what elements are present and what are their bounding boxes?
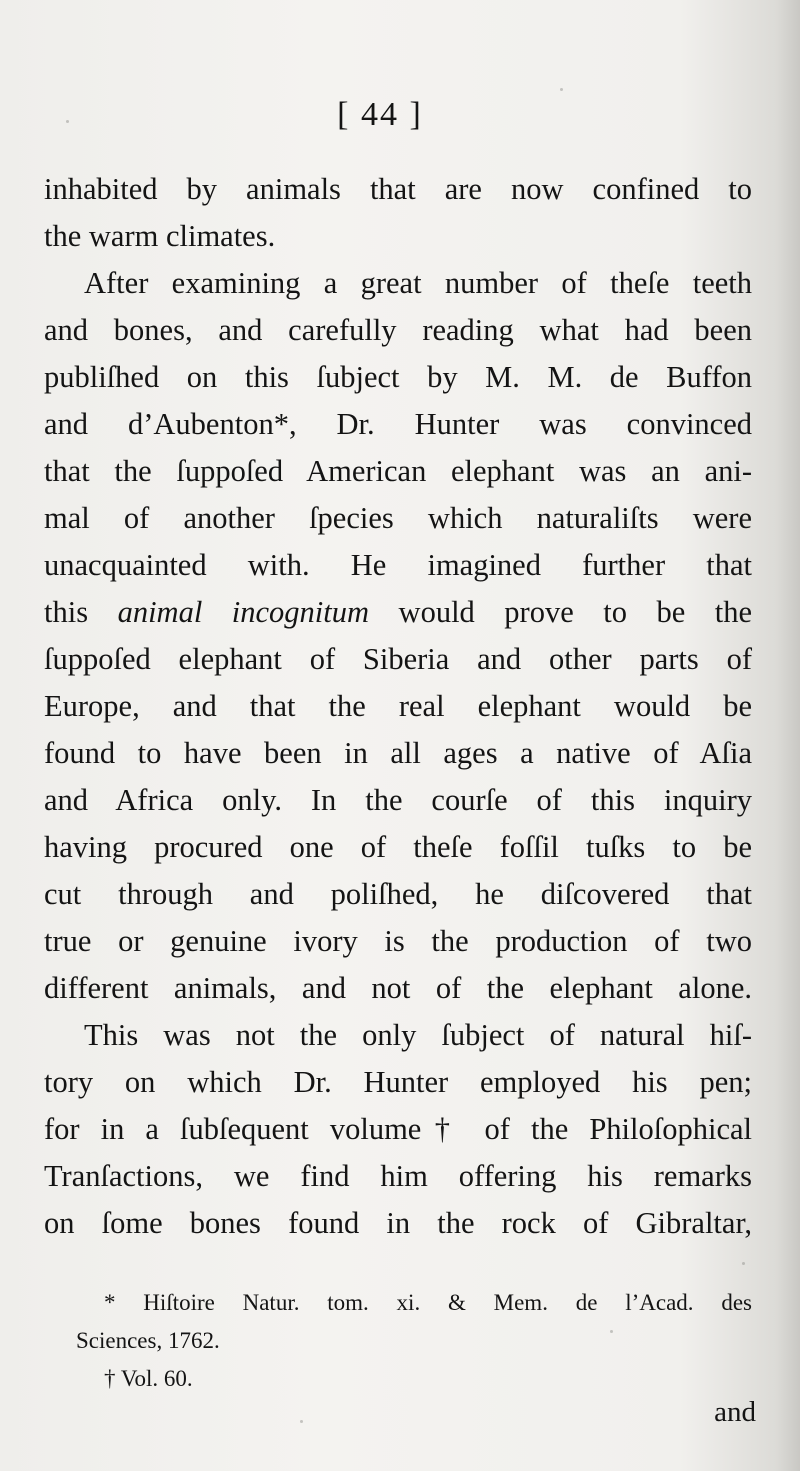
text-line: and Africa only. In the courſe of this inquiry bbox=[44, 783, 752, 817]
body-text bbox=[44, 166, 752, 1247]
paper-speck bbox=[66, 120, 69, 123]
text-line: on ſome bones found in the rock of Gibraltar, bbox=[44, 1206, 752, 1240]
text-line: tory on which Dr. Hunter employed his pen; bbox=[44, 1065, 752, 1099]
paper-speck bbox=[560, 88, 563, 91]
footnote-line: † Vol. 60. bbox=[104, 1366, 193, 1391]
catchword: and bbox=[714, 1396, 756, 1428]
text-line: different animals, and not of the elephant alone. bbox=[44, 971, 752, 1005]
text-line: and d’Aubenton*, Dr. Hunter was convinced bbox=[44, 407, 752, 441]
text-line-italic bbox=[44, 589, 752, 636]
text-line: for in a ſubſequent volume† of the Philoſophical bbox=[44, 1112, 752, 1146]
text-line: true or genuine ivory is the production of two bbox=[44, 924, 752, 958]
footnote-line: * Hiſtoire Natur. tom. xi. & Mem. de l’Acad. des bbox=[104, 1290, 752, 1315]
text-line: and bones, and carefully reading what had been bbox=[44, 313, 752, 347]
footnote-line: Sciences, 1762. bbox=[76, 1328, 220, 1353]
text-segment: would prove to be the bbox=[398, 595, 753, 629]
text-segment: this bbox=[44, 595, 89, 629]
text-line: that the ſuppoſed American elephant was an ani- bbox=[44, 454, 752, 488]
text-line: cut through and poliſhed, he diſcovered that bbox=[44, 877, 752, 911]
text-line: Tranſactions, we find him offering his remarks bbox=[44, 1159, 752, 1193]
paper-speck bbox=[742, 1262, 745, 1265]
text-line: Europe, and that the real elephant would be bbox=[44, 689, 752, 723]
page-number: [ 44 ] bbox=[337, 96, 423, 133]
footnotes bbox=[76, 1284, 752, 1398]
text-line: mal of another ſpecies which naturaliſts were bbox=[44, 501, 752, 535]
text-line: unacquainted with. He imagined further that bbox=[44, 548, 752, 582]
paper-speck bbox=[300, 1420, 303, 1423]
text-line: inhabited by animals that are now confined to bbox=[44, 172, 752, 206]
text-line: the warm climates. bbox=[44, 219, 276, 253]
italic-phrase: animal incognitum bbox=[117, 595, 370, 629]
text-line: found to have been in all ages a native of Aſia bbox=[44, 736, 752, 770]
text-line: having procured one of theſe foſſil tuſks to be bbox=[44, 830, 752, 864]
text-line: publiſhed on this ſubject by M. M. de Buffon bbox=[44, 360, 752, 394]
text-line: ſuppoſed elephant of Siberia and other parts of bbox=[44, 642, 752, 676]
text-line: This was not the only ſubject of natural hiſ- bbox=[84, 1018, 752, 1052]
paper-speck bbox=[610, 1330, 613, 1333]
text-line: After examining a great number of theſe teeth bbox=[84, 266, 752, 300]
